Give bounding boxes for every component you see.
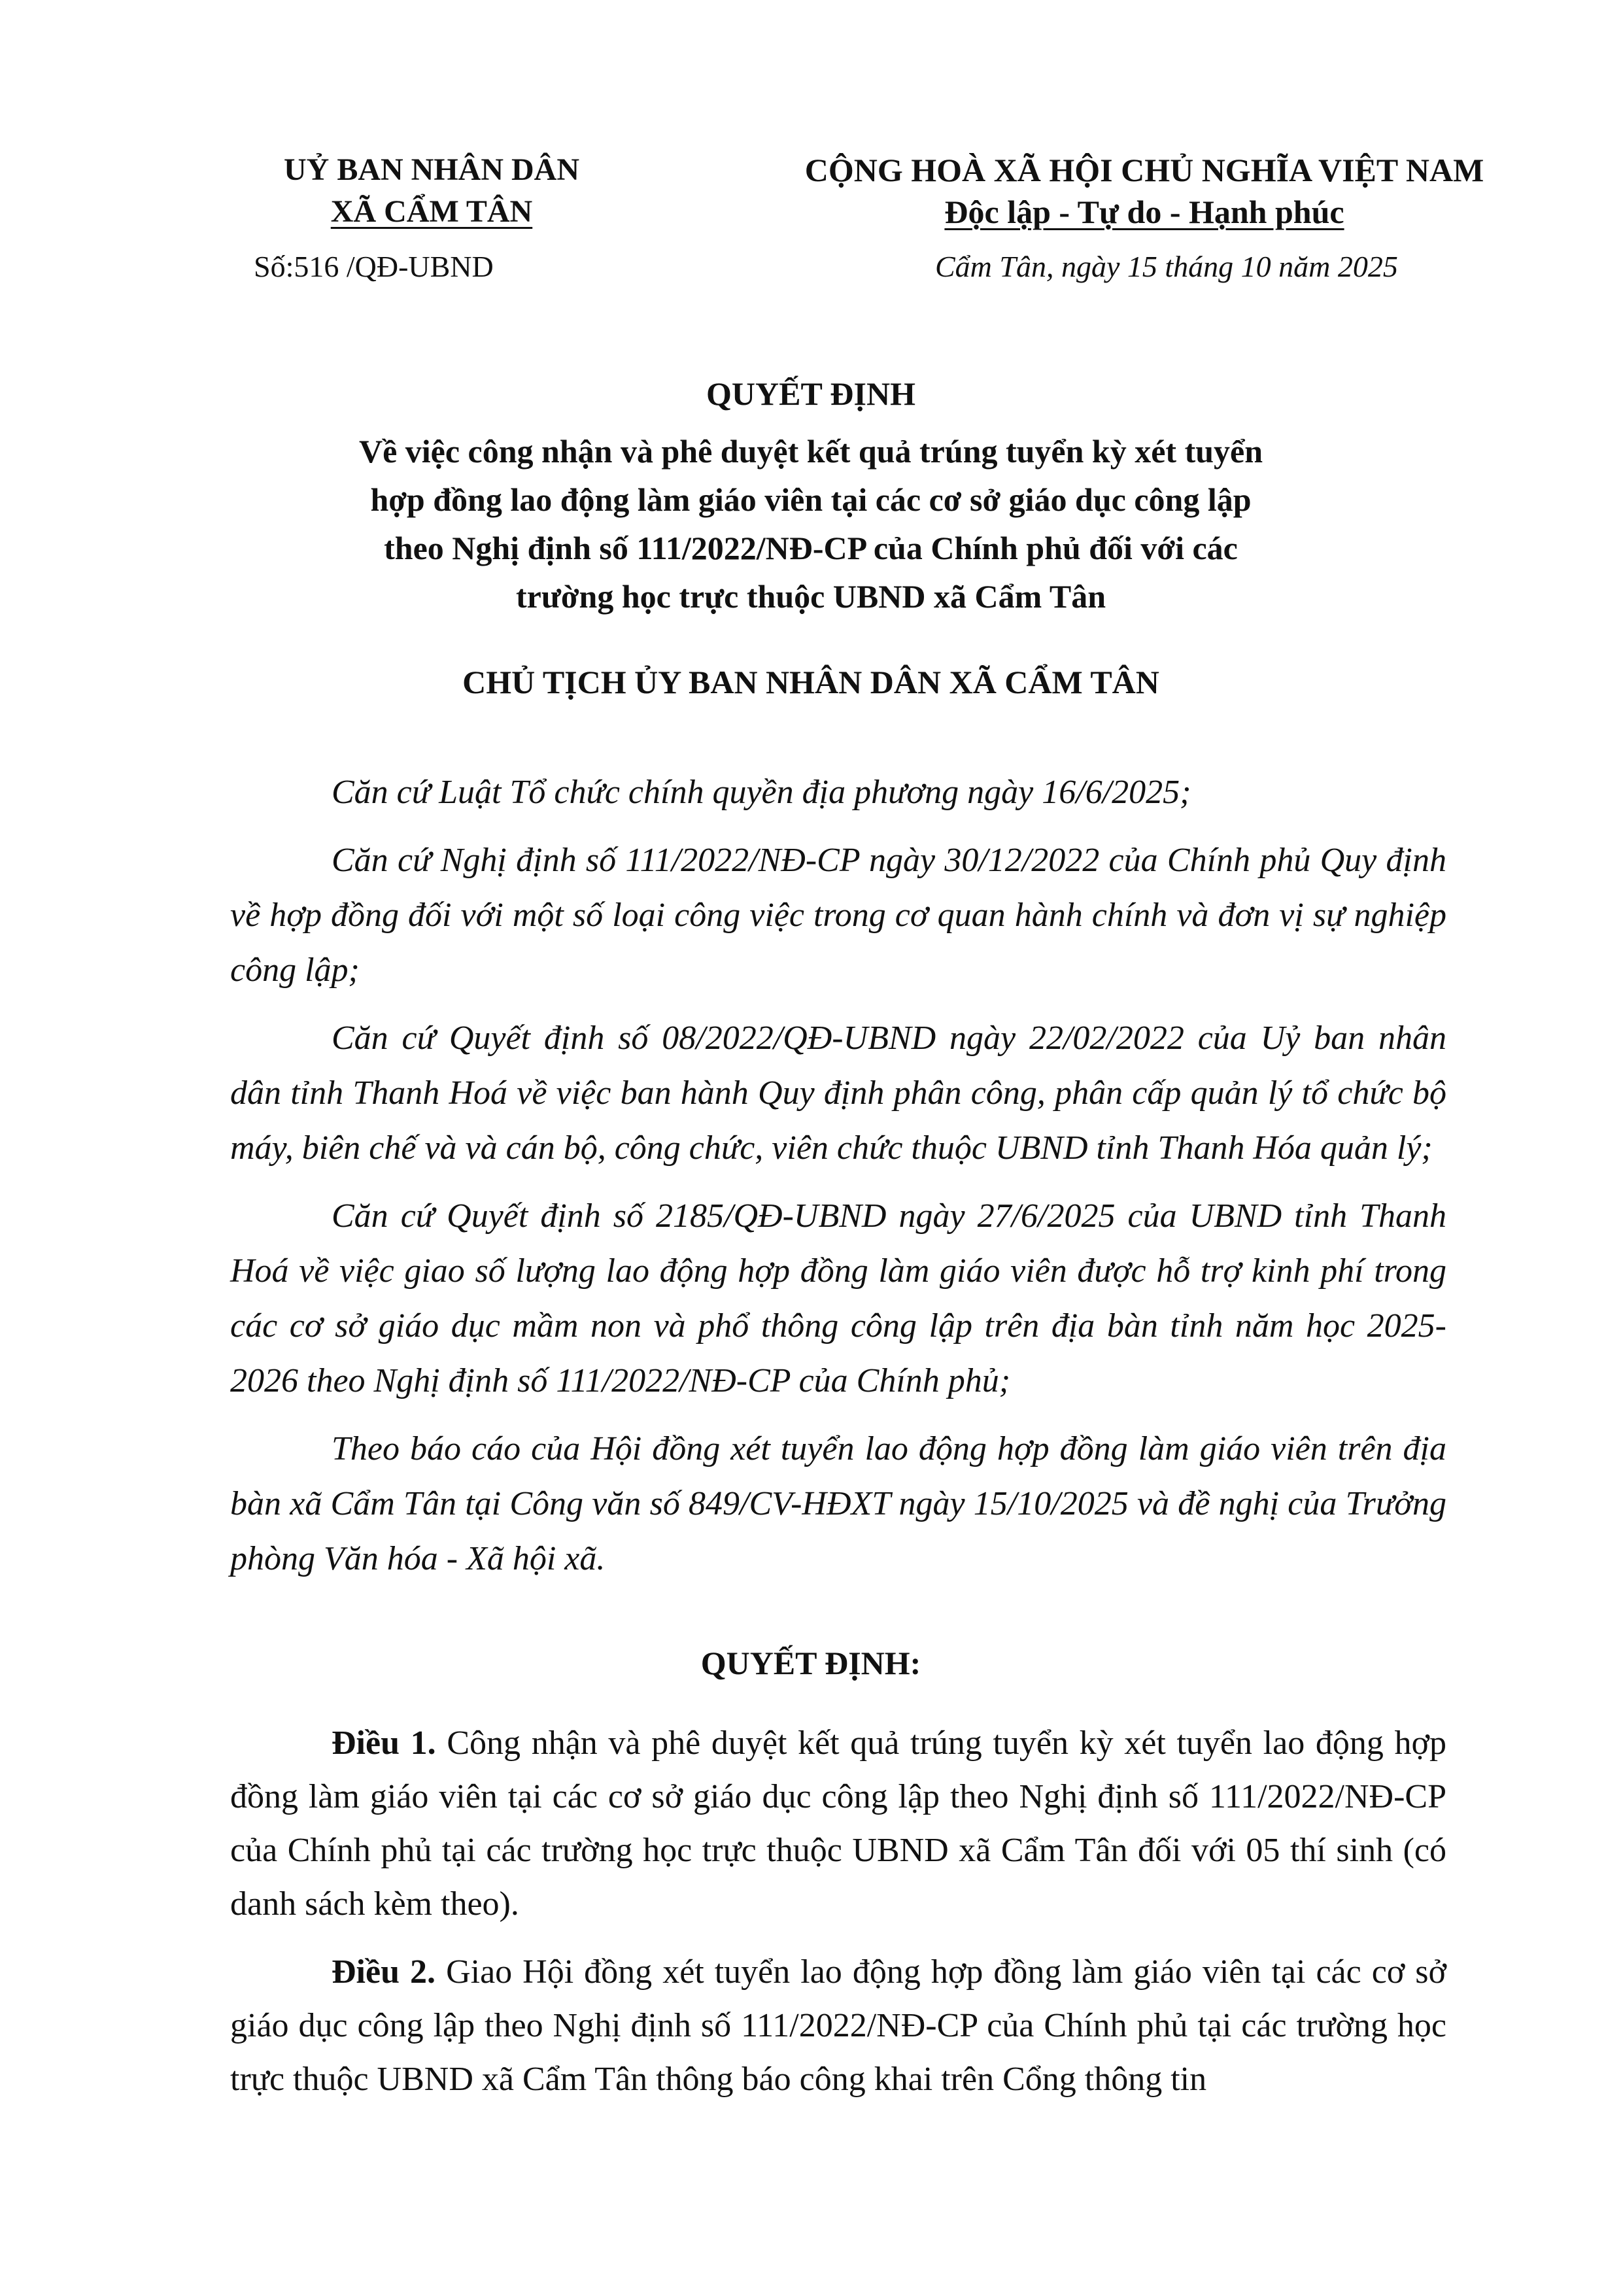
title-subject-line-3: theo Nghị định số 111/2022/NĐ-CP của Chính phủ đối với các xyxy=(384,530,1238,566)
document-title xyxy=(196,369,1426,621)
article-1-label: Điều 1. xyxy=(332,1724,436,1762)
article-2 xyxy=(230,1945,1446,2106)
title-main: QUYẾT ĐỊNH xyxy=(706,375,915,412)
agency-line-1: UỶ BAN NHÂN DÂN xyxy=(284,152,579,187)
basis-paragraph: Theo báo cáo của Hội đồng xét tuyển lao động hợp đồng làm giáo viên trên địa bàn xã Cẩm Tân tại Công văn số 849/CV-HĐXT ngày 15/10/2025 và đề nghị của Trưởng phòng Văn hóa - Xã hội xã. xyxy=(230,1430,1446,1577)
title-subject-line-1: Về việc công nhận và phê duyệt kết quả trúng tuyển kỳ xét tuyển xyxy=(358,433,1263,470)
article-1 xyxy=(230,1717,1446,1931)
basis-paragraph: Căn cứ Quyết định số 08/2022/QĐ-UBND ngày 22/02/2022 của Uỷ ban nhân dân tỉnh Thanh Hoá về việc ban hành Quy định phân công, phân cấp quản lý tổ chức bộ máy, biên chế và và cán bộ, công chức, viên chức thuộc UBND tỉnh Thanh Hóa quản lý; xyxy=(230,1019,1446,1167)
place-and-date: Cẩm Tân, ngày 15 tháng 10 năm 2025 xyxy=(935,250,1398,283)
issuing-agency xyxy=(216,149,647,233)
title-subject-line-4: trường học trực thuộc UBND xã Cẩm Tân xyxy=(515,578,1106,615)
basis-paragraph: Căn cứ Nghị định số 111/2022/NĐ-CP ngày 30/12/2022 của Chính phủ Quy định về hợp đồng đối với một số loại công việc trong cơ quan hành chính và đơn vị sự nghiệp công lập; xyxy=(230,842,1446,989)
document-number: Số:516 /QĐ-UBND xyxy=(254,250,494,283)
legal-basis xyxy=(230,765,1446,1600)
national-motto xyxy=(752,149,1537,233)
authority-heading: CHỦ TỊCH ỦY BAN NHÂN DÂN XÃ CẨM TÂN xyxy=(462,664,1159,700)
decision-articles xyxy=(230,1717,1446,2121)
country-name: CỘNG HOÀ XÃ HỘI CHỦ NGHĨA VIỆT NAM xyxy=(804,152,1484,188)
decision-heading: QUYẾT ĐỊNH: xyxy=(700,1645,921,1681)
basis-paragraph: Căn cứ Quyết định số 2185/QĐ-UBND ngày 27/6/2025 của UBND tỉnh Thanh Hoá về việc giao số lượng lao động hợp đồng làm giáo viên được hỗ trợ kinh phí trong các cơ sở giáo dục mầm non và phổ thông công lập trên địa bàn tỉnh năm học 2025-2026 theo Nghị định số 111/2022/NĐ-CP của Chính phủ; xyxy=(230,1197,1446,1399)
motto-line xyxy=(752,191,1537,233)
agency-name-underlined: XÃ CẨM TÂN xyxy=(330,194,533,229)
agency-line-2 xyxy=(216,191,647,233)
basis-paragraph: Căn cứ Luật Tổ chức chính quyền địa phương ngày 16/6/2025; xyxy=(332,774,1191,811)
title-subject-line-2: hợp đồng lao động làm giáo viên tại các cơ sở giáo dục công lập xyxy=(370,481,1252,518)
article-1-text: Công nhận và phê duyệt kết quả trúng tuyển kỳ xét tuyển lao động hợp đồng làm giáo viên tại các cơ sở giáo dục công lập theo Nghị định số 111/2022/NĐ-CP của Chính phủ tại các trường học trực thuộc UBND xã Cẩm Tân đối với 05 thí sinh (có danh sách kèm theo). xyxy=(230,1724,1447,1923)
motto-text-underlined: Độc lập - Tự do - Hạnh phúc xyxy=(944,194,1344,230)
article-2-text: Giao Hội đồng xét tuyển lao động hợp đồng làm giáo viên tại các cơ sở giáo dục công lập theo Nghị định số 111/2022/NĐ-CP của Chính phủ tại các trường học trực thuộc UBND xã Cẩm Tân thông báo công khai trên Cổng thông tin xyxy=(230,1953,1447,2098)
article-2-label: Điều 2. xyxy=(332,1953,436,1991)
